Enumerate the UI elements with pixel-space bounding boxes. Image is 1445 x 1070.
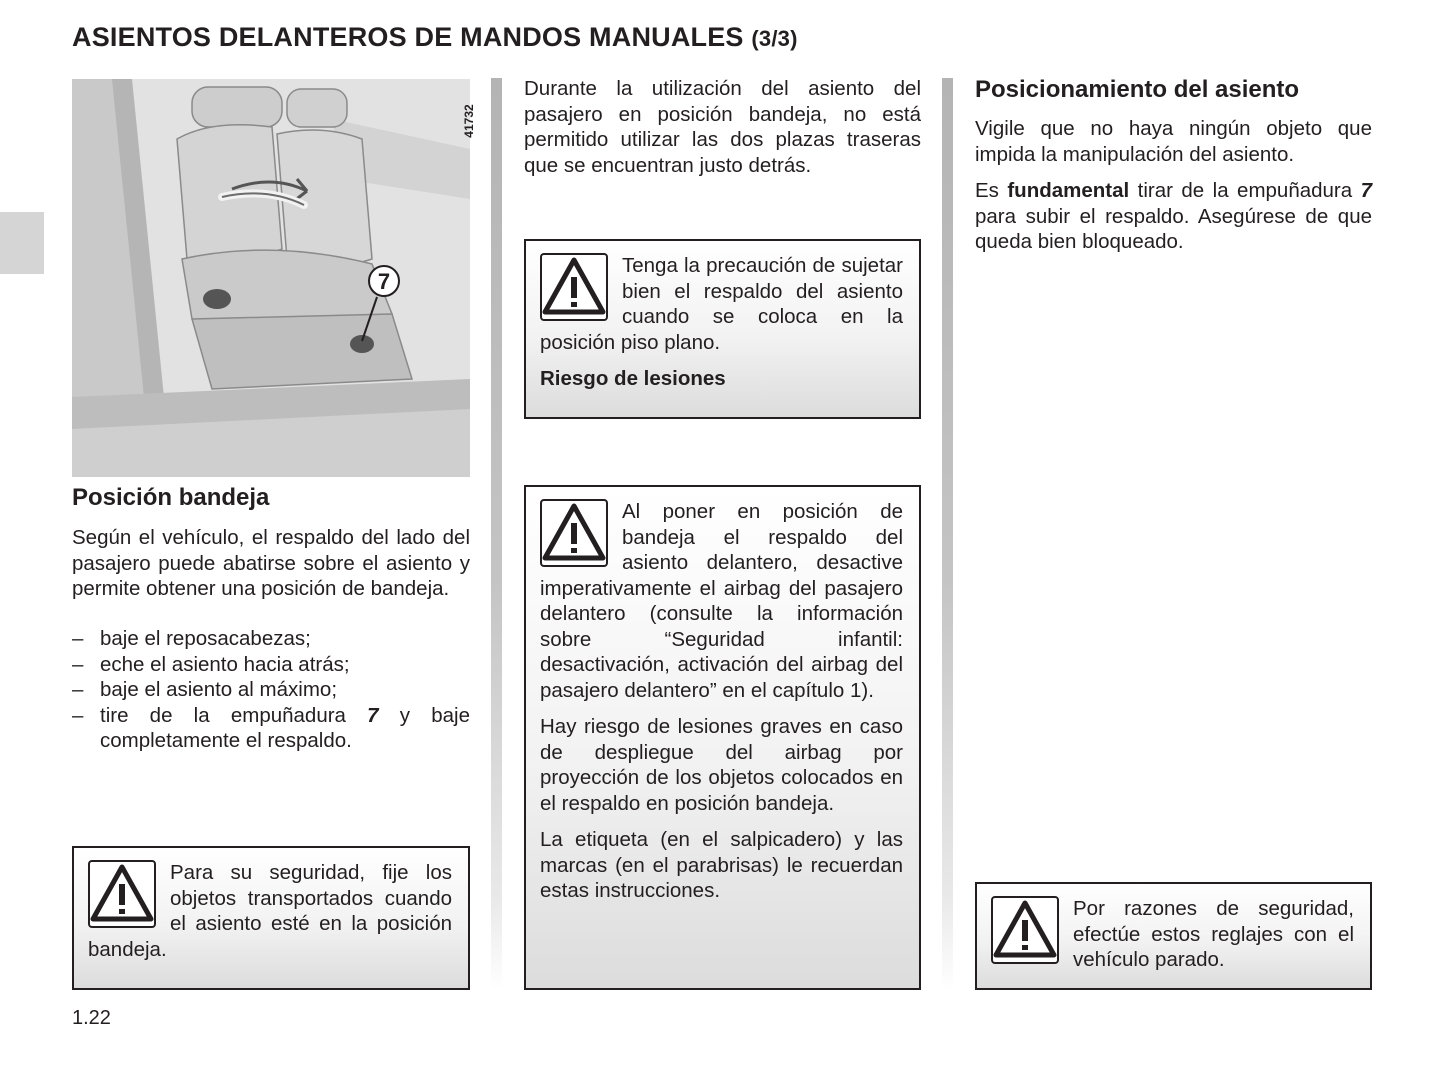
page-title: [72, 22, 798, 53]
paragraph-vigile: Vigile que no haya ningún objeto que impida la manipulación del asiento.: [975, 117, 1372, 166]
warning-text: Tenga la precaución de sujetar bien el respaldo del asiento cuando se coloca en la posición piso plano.: [540, 254, 903, 354]
column-divider-2: [942, 78, 953, 990]
steps-list: [72, 626, 470, 754]
list-item: – tire de la empuñadura 7 y baje completamente el respaldo.: [72, 703, 470, 752]
seat-illustration-drawing: [72, 79, 476, 477]
list-item: – baje el reposacabezas;: [72, 627, 311, 650]
warning-triangle-icon: [88, 860, 156, 928]
warning-triangle-icon: [540, 253, 608, 321]
warning-box-sujetar: [524, 239, 921, 419]
heading-posicionamiento: Posicionamiento del asiento: [975, 76, 1300, 103]
list-item: – eche el asiento hacia atrás;: [72, 652, 350, 676]
section-tab: [0, 212, 44, 274]
page-title-text: ASIENTOS DELANTEROS DE MANDOS MANUALES: [72, 22, 744, 52]
warning-text: Para su seguridad, fije los objetos transportados cuando el asiento esté en la posición bandeja.: [88, 861, 452, 961]
warning-text: Por razones de seguridad, efectúe estos reglajes con el vehículo parado.: [1073, 897, 1354, 971]
figure-ref-code: 41732: [462, 104, 476, 138]
paragraph-posicion-bandeja: Según el vehículo, el respaldo del lado del pasajero puede abatirse sobre el asiento y permite obtener una posición de bandeja.: [72, 526, 470, 600]
warning-text: La etiqueta (en el salpicadero) y las marcas (en el parabrisas) le recuerdan estas instrucciones.: [540, 828, 903, 902]
list-item: – baje el asiento al máximo;: [72, 678, 338, 701]
warning-triangle-icon: [991, 896, 1059, 964]
warning-risk-label: Riesgo de lesiones: [540, 367, 726, 390]
warning-text: Hay riesgo de lesiones graves en caso de despliegue del airbag por proyección de los objetos colocados en el respaldo en posición bandeja.: [540, 715, 903, 815]
paragraph-fundamental: Es fundamental tirar de la empuñadura 7 para subir el respaldo. Asegúrese de que queda bien bloqueado.: [975, 179, 1372, 253]
warning-box-bandeja: [72, 846, 470, 990]
page-number: 1.22: [72, 1007, 111, 1029]
paragraph-plazas-traseras: Durante la utilización del asiento del pasajero en posición bandeja, no está permitido utilizar las dos plazas traseras que se encuentran justo detrás.: [524, 77, 921, 177]
warning-triangle-icon: [540, 499, 608, 567]
seat-illustration: [72, 79, 476, 477]
column-divider-1: [491, 78, 502, 990]
page-title-suffix: (3/3): [751, 26, 798, 51]
warning-box-airbag: [524, 485, 921, 990]
figure-callout: 7: [377, 269, 391, 294]
warning-box-vehiculo-parado: [975, 882, 1372, 990]
heading-posicion-bandeja: Posición bandeja: [72, 484, 270, 511]
warning-text: Al poner en posición de bandeja el respaldo del asiento delantero, desactive imperativamente el airbag del pasajero delantero (consulte la información sobre “Seguridad infantil: desactivación, activación del airbag del pasajero delantero” en el capítulo 1).: [540, 500, 903, 702]
